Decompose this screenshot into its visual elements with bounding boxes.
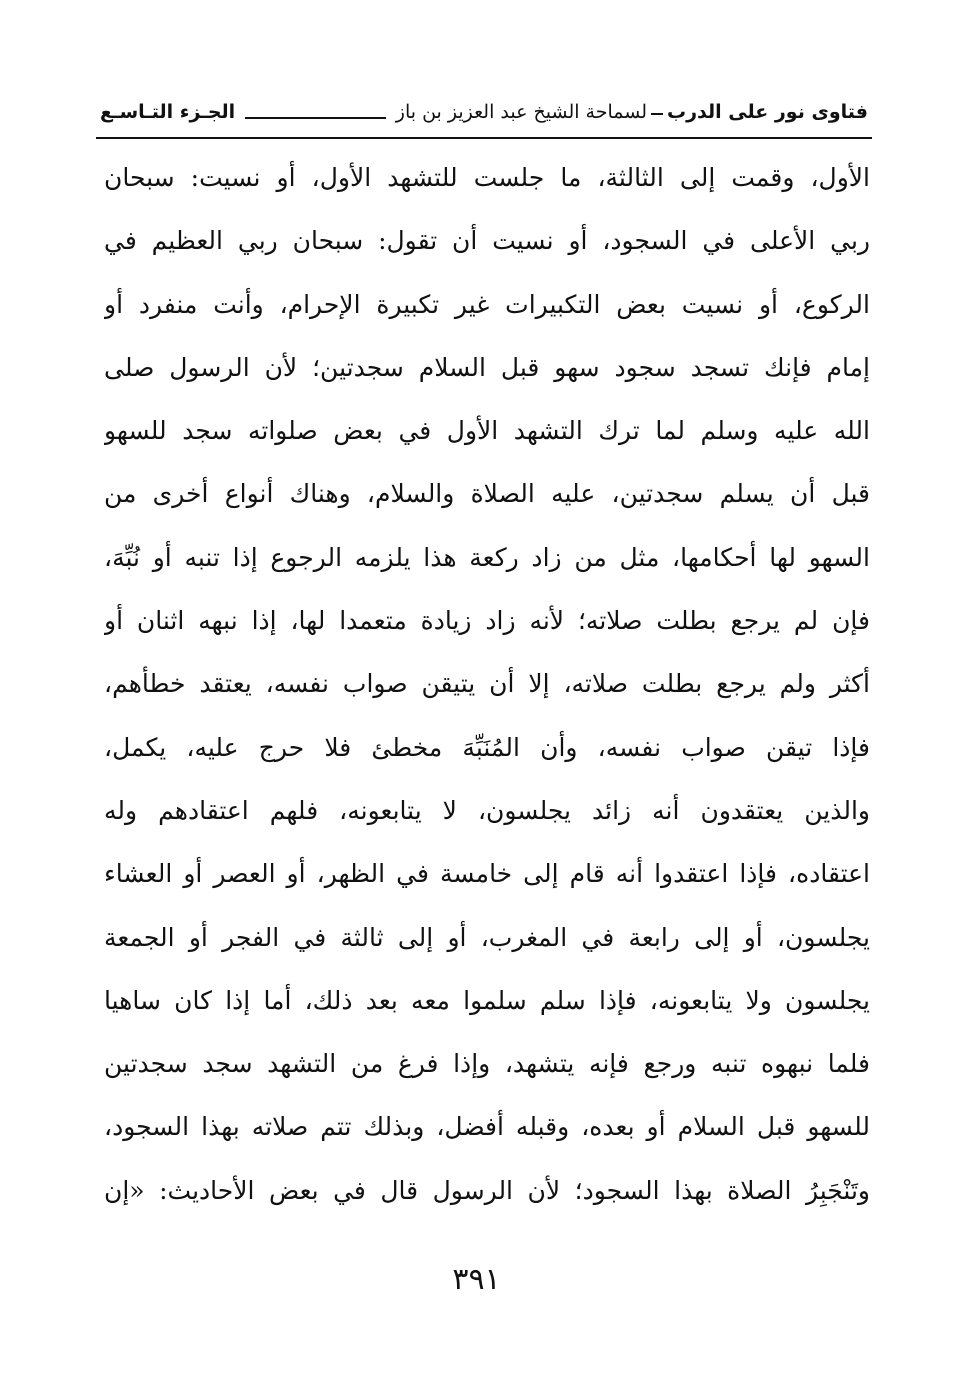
- text-line: إمام فإنك تسجد سجود سهو قبل السلام سجدتين؛ لأن الرسول صلى: [104, 352, 870, 382]
- text-line: اعتقاده، فإذا اعتقدوا أنه قام إلى خامسة في الظهر، أو العصر أو العشاء: [104, 859, 870, 889]
- text-line: فإذا تيقن صواب نفسه، وأن المُنَبِّهَ مخطئ فلا حرج عليه، يكمل،: [104, 732, 870, 762]
- text-line: للسهو قبل السلام أو بعده، وقبله أفضل، وبذلك تتم صلاته بهذا السجود،: [104, 1112, 870, 1142]
- text-line: فإن لم يرجع بطلت صلاته؛ لأنه زاد زيادة متعمدا لها، إذا نبهه اثنان أو: [104, 606, 870, 636]
- author-name: لسماحة الشيخ عبد العزيز بن باز: [395, 101, 647, 123]
- text-line: السهو لها أحكامها، مثل من زاد ركعة هذا يلزمه الرجوع إذا تنبه أو نُبِّهَ،: [104, 542, 870, 572]
- book-title: فتاوى نور على الدرب: [667, 101, 868, 123]
- header-rule: [245, 117, 386, 119]
- text-line: أكثر ولم يرجع بطلت صلاته، إلا أن يتيقن صواب نفسه، يعتقد خطأهم،: [104, 669, 870, 699]
- page-number: ٣٩١: [452, 1262, 501, 1297]
- text-line: وتَنْجَبِرُ الصلاة بهذا السجود؛ لأن الرسول قال في بعض الأحاديث: «إن: [104, 1175, 870, 1205]
- text-line: الركوع، أو نسيت بعض التكبيرات غير تكبيرة الإحرام، وأنت منفرد أو: [104, 289, 870, 319]
- running-header: [100, 92, 868, 132]
- text-line: قبل أن يسلم سجدتين، عليه الصلاة والسلام، وهناك أنواع أخرى من: [104, 479, 870, 509]
- part-label: الجـزء التـاسـع: [100, 101, 236, 123]
- header-divider: [96, 137, 872, 139]
- text-line: والذين يعتقدون أنه زائد يجلسون، لا يتابعونه، فلهم اعتقادهم وله: [104, 795, 870, 825]
- text-line: يجلسون ولا يتابعونه، فإذا سلم سلموا معه بعد ذلك، أما إذا كان ساهيا: [104, 985, 870, 1015]
- text-line: الأول، وقمت إلى الثالثة، ما جلست للتشهد الأول، أو نسيت: سبحان: [104, 163, 870, 192]
- text-line: يجلسون، أو إلى رابعة في المغرب، أو إلى ثالثة في الفجر أو الجمعة: [104, 922, 870, 952]
- body-text: [104, 146, 870, 1222]
- header-dash: [651, 113, 663, 115]
- text-line: فلما نبهوه تنبه ورجع فإنه يتشهد، وإذا فرغ من التشهد سجد سجدتين: [104, 1049, 870, 1079]
- text-line: ربي الأعلى في السجود، أو نسيت أن تقول: سبحان ربي العظيم في: [104, 226, 870, 256]
- text-line: الله عليه وسلم لما ترك التشهد الأول في بعض صلواته سجد للسهو: [104, 416, 870, 446]
